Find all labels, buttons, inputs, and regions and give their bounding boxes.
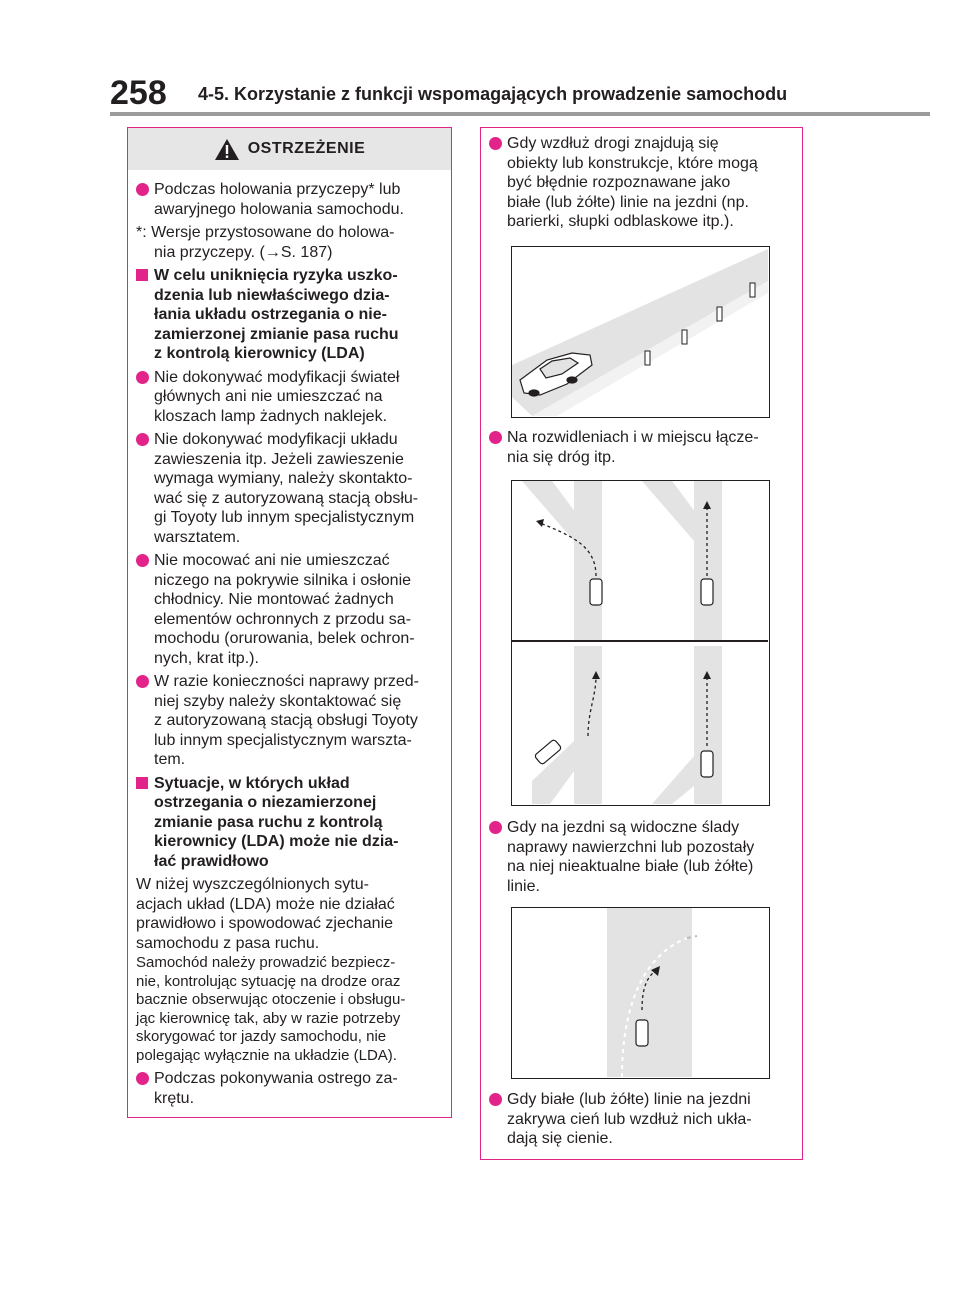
bullet-dot: [489, 431, 502, 444]
text-line: lub innym specjalistycznym warszta-: [154, 731, 412, 749]
warning-triangle-icon: [214, 138, 240, 161]
text-line: Podczas holowania przyczepy* lub: [154, 181, 401, 198]
bullet-dot: [136, 433, 149, 446]
warning-header: [128, 128, 451, 170]
chapter-title: 4-5. Korzystanie z funkcji wspomagających prowadzenie samochodu: [198, 84, 788, 104]
forks-drawing: [512, 481, 768, 804]
text-line: Na rozwidleniach i w miejscu łącze-: [507, 429, 759, 446]
text-line: Samochód należy prowadzić bezpiecz-: [136, 954, 396, 971]
bullet-dot: [489, 1093, 502, 1106]
square-marker-icon: [136, 269, 148, 281]
text-line: Gdy na jezdni są widoczne ślady: [507, 819, 740, 836]
continued-box: [480, 127, 803, 1160]
text-line: krętu.: [154, 1089, 195, 1107]
text-line: chłodnicy. Nie montować żadnych: [154, 591, 394, 608]
bullet-dot: [489, 137, 502, 150]
text-line: na niej nieaktualne białe (lub żółte): [507, 858, 754, 875]
paragraph: [136, 875, 443, 953]
bullet-dot: [136, 554, 149, 567]
text-line: nych, krat itp.).: [154, 649, 259, 667]
text-line: mochodu (orurowania, belek ochron-: [154, 630, 415, 647]
text-line: Nie mocować ani nie umieszczać: [154, 552, 390, 569]
text-line: nie, kontrolując sytuację na drodze oraz: [136, 972, 401, 990]
road-posts-drawing: [512, 247, 768, 416]
text-line: łać prawidłowo: [154, 852, 269, 870]
bullet-item: [136, 1069, 443, 1108]
text-line: dzenia lub niewłaściwego dzia-: [154, 286, 390, 304]
text-line: zakrywa cień lub wzdłuż nich ukła-: [507, 1110, 752, 1128]
text-line: kierownicy (LDA) może nie dzia-: [154, 833, 399, 850]
text-line: elementów ochronnych z przodu sa-: [154, 610, 412, 628]
bullet-item: [489, 134, 794, 232]
text-line: awaryjnego holowania samochodu.: [154, 200, 404, 218]
text-line: tem.: [154, 751, 186, 768]
bullet-item: [136, 551, 443, 668]
car-icon: [534, 579, 713, 777]
text-line: głównych ani nie umieszczać na: [154, 388, 383, 405]
paragraph-small: [136, 954, 443, 1065]
text-line: prawidłowo i spowodować zjechanie: [136, 915, 394, 932]
text-line: Podczas pokonywania ostrego za-: [154, 1070, 398, 1087]
text-line: linie.: [507, 877, 540, 895]
bullet-item: [489, 428, 794, 467]
text-line: W celu uniknięcia ryzyka uszko-: [154, 267, 398, 284]
text-line: zmianie pasa ruchu z kontrolą: [154, 813, 383, 831]
text-line: gi Toyoty lub innym specjalistycznym: [154, 509, 415, 526]
warning-content: [136, 180, 443, 1112]
bullet-item: [489, 1090, 794, 1149]
bullet-item: [136, 672, 443, 770]
text-line: ostrzegania o niezamierzonej: [154, 794, 377, 811]
bullet-dot: [136, 1072, 149, 1085]
text-line: niczego na pokrywie silnika i osłonie: [154, 571, 412, 589]
text-line: polegając wyłącznie na układzie (LDA).: [136, 1046, 397, 1064]
text-line: nia się dróg itp.: [507, 448, 616, 466]
text-line: Nie dokonywać modyfikacji układu: [154, 431, 398, 448]
text-line: zawieszenia itp. Jeżeli zawieszenie: [154, 450, 404, 468]
text-line: Gdy białe (lub żółte) linie na jezdni: [507, 1091, 751, 1108]
text-line: białe (lub żółte) linie na jezdni (np.: [507, 193, 749, 211]
car-icon: [636, 1020, 648, 1046]
page-number: 258: [110, 74, 167, 112]
illustration-reflector-posts: [511, 246, 770, 418]
bullet-dot: [136, 183, 149, 196]
text-line: z autoryzowaną stacją obsługi Toyoty: [154, 712, 418, 729]
text-line: łania układu ostrzegania o nie-: [154, 306, 387, 323]
text-line: warsztatem.: [154, 528, 241, 546]
bullet-item: [489, 818, 794, 896]
text-line: niej szyby należy skontaktować się: [154, 692, 402, 710]
text-line: kloszach lamp żadnych naklejek.: [154, 407, 388, 425]
warning-box: [127, 127, 452, 1118]
right-bullet-3: [489, 818, 794, 900]
header-rule: [110, 112, 930, 116]
text-line: z kontrolą kierownicy (LDA): [154, 345, 365, 362]
bullet-item: [136, 368, 443, 427]
text-line: skorygować tor jazdy samochodu, nie: [136, 1028, 387, 1045]
text-line: jąc kierownicę tak, aby w razie potrzeby: [136, 1009, 401, 1027]
text-line: W niżej wyszczególnionych sytu-: [136, 876, 369, 893]
square-marker-icon: [136, 777, 148, 789]
text-line: barierki, słupki odblaskowe itp.).: [507, 213, 734, 230]
text-line: wać się z autoryzowaną stacją obsłu-: [154, 489, 419, 507]
footnote: [136, 223, 443, 262]
illustration-old-lines: [511, 907, 770, 1079]
text-line: Gdy wzdłuż drogi znajdują się: [507, 135, 719, 152]
text-line: nia przyczepy. (→S. 187): [154, 243, 333, 261]
text-line: samochodu z pasa ruchu.: [136, 934, 320, 952]
warning-title: OSTRZEŻENIE: [247, 140, 366, 157]
section-heading: [136, 266, 443, 364]
text-line: bacznie obserwując otoczenie i obsługu-: [136, 991, 406, 1008]
text-line: być błędnie rozpoznawane jako: [507, 174, 731, 191]
right-bullet-4: [489, 1090, 794, 1153]
right-bullet-1: [489, 134, 794, 236]
bullet-dot: [136, 675, 149, 688]
text-line: W razie konieczności naprawy przed-: [154, 673, 419, 690]
bullet-dot: [136, 371, 149, 384]
text-line: zamierzonej zmianie pasa ruchu: [154, 325, 399, 343]
text-line: *: Wersje przystosowane do holowa-: [136, 224, 395, 241]
text-line: obiekty lub konstrukcje, które mogą: [507, 154, 758, 172]
bullet-dot: [489, 821, 502, 834]
section-heading: [136, 774, 443, 872]
old-lines-drawing: [512, 908, 768, 1077]
illustration-road-forks: [511, 480, 770, 806]
text-line: wymaga wymiany, należy skontakto-: [154, 470, 413, 487]
text-line: Nie dokonywać modyfikacji świateł: [154, 368, 400, 386]
bullet-item: [136, 180, 443, 219]
text-line: acjach układ (LDA) może nie działać: [136, 895, 395, 913]
right-bullet-2: [489, 428, 794, 471]
text-line: naprawy nawierzchni lub pozostały: [507, 838, 755, 856]
text-line: Sytuacje, w których układ: [154, 774, 350, 792]
text-line: dają się cienie.: [507, 1130, 613, 1147]
bullet-item: [136, 430, 443, 547]
